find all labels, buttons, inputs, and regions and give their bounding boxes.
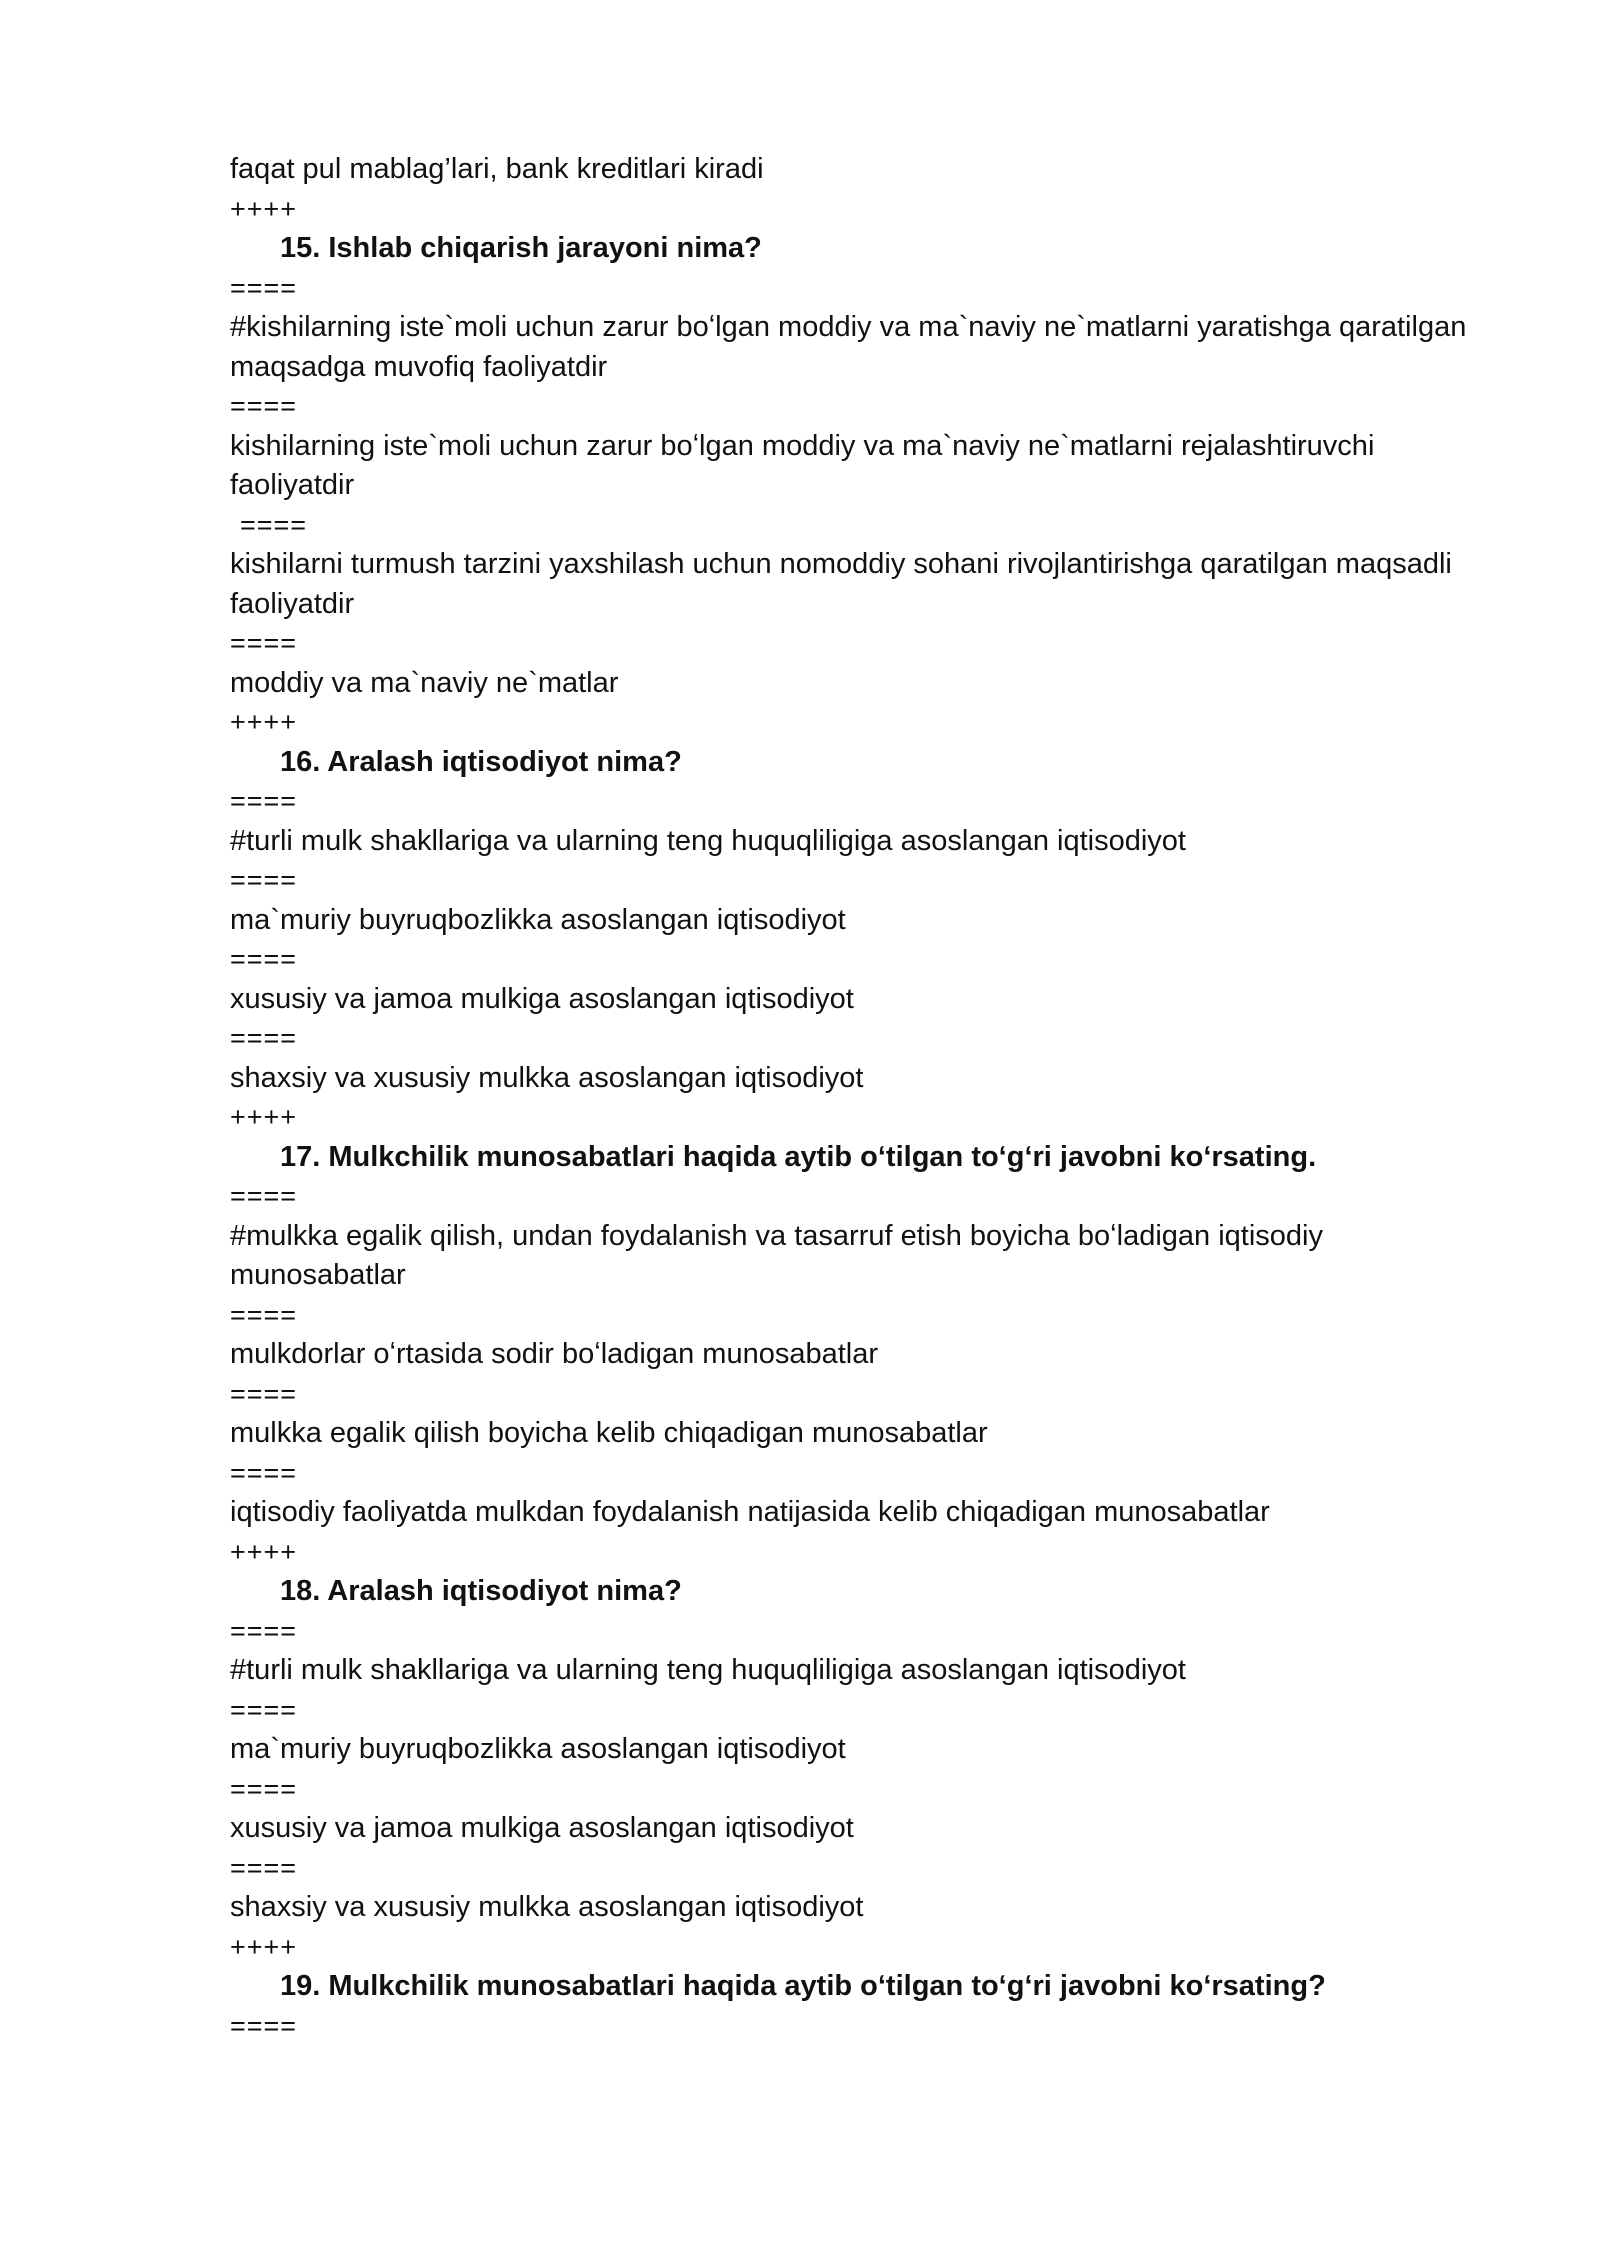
answer-option: kishilarni turmush tarzini yaxshilash uchun nomoddiy sohani rivojlantirishga qaratilgan maqsadli faoliyatdir: [230, 548, 1452, 620]
answer-option-correct: #mulkka egalik qilish, undan foydalanish va tasarruf etish boyicha boʻladigan iqtisodiy munosabatlar: [230, 1219, 1323, 1291]
answer-separator: ====: [230, 1773, 298, 1804]
answer-option: shaxsiy va xususiy mulkka asoslangan iqtisodiyot: [230, 1061, 864, 1094]
answer-separator: ====: [230, 628, 298, 658]
answer-option-correct: #turli mulk shakllariga va ularning teng huquqliligiga asoslangan iqtisodiyot: [230, 824, 1186, 857]
answer-separator: ====: [230, 1457, 298, 1488]
answer-separator: ====: [230, 1023, 298, 1053]
answer-separator: ====: [230, 865, 298, 895]
question-separator: ++++: [230, 1536, 298, 1567]
answer-option-correct: #turli mulk shakllariga va ularning teng huquqliligiga asoslangan iqtisodiyot: [230, 1654, 1186, 1686]
answer-separator: ====: [230, 1181, 298, 1211]
document-body: [230, 150, 1500, 2046]
answer-option: ma`muriy buyruqbozlikka asoslangan iqtisodiyot: [230, 1733, 846, 1765]
answer-separator: ====: [230, 1615, 298, 1646]
question-separator: ++++: [230, 707, 298, 737]
answer-separator: ====: [230, 944, 298, 974]
answer-option: kishilarning iste`moli uchun zarur boʻlgan moddiy va ma`naviy ne`matlarni rejalashtiruvchi faoliyatdir: [230, 429, 1375, 501]
answer-separator: ====: [230, 272, 298, 303]
question-title: 15. Ishlab chiqarish jarayoni nima?: [280, 232, 762, 264]
question-title: 16. Aralash iqtisodiyot nima?: [280, 745, 682, 778]
answer-option: ma`muriy buyruqbozlikka asoslangan iqtisodiyot: [230, 903, 846, 936]
question-title: 19. Mulkchilik munosabatlari haqida aytib oʻtilgan toʻgʻri javobni koʻrsating?: [280, 1970, 1326, 2002]
answer-option: iqtisodiy faoliyatda mulkdan foydalanish natijasida kelib chiqadigan munosabatlar: [230, 1496, 1270, 1528]
answer-separator: ====: [230, 1378, 298, 1409]
answer-separator: ====: [230, 1694, 298, 1725]
answer-separator: ====: [230, 2010, 298, 2041]
answer-option: xususiy va jamoa mulkiga asoslangan iqtisodiyot: [230, 982, 854, 1015]
answer-option: mulkka egalik qilish boyicha kelib chiqadigan munosabatlar: [230, 1417, 988, 1449]
question-title: 18. Aralash iqtisodiyot nima?: [280, 1575, 682, 1607]
answer-separator: ====: [230, 1852, 298, 1883]
answer-separator: ====: [230, 1299, 298, 1330]
answer-separator: ====: [230, 786, 298, 816]
answer-separator: ====: [230, 391, 298, 421]
question-title: 17. Mulkchilik munosabatlari haqida aytib oʻtilgan toʻgʻri javobni koʻrsating.: [280, 1140, 1317, 1173]
answer-option: moddiy va ma`naviy ne`matlar: [230, 666, 619, 699]
answer-separator: ====: [240, 509, 308, 540]
answer-option: mulkdorlar oʻrtasida sodir boʻladigan munosabatlar: [230, 1338, 879, 1370]
question-separator: ++++: [230, 193, 298, 224]
question-separator: ++++: [230, 1931, 298, 1962]
answer-option: xususiy va jamoa mulkiga asoslangan iqtisodiyot: [230, 1812, 854, 1844]
question-separator: ++++: [230, 1102, 298, 1132]
answer-option-correct: #kishilarning iste`moli uchun zarur boʻlgan moddiy va ma`naviy ne`matlarni yaratishga qaratilgan maqsadga muvofiq faoliyatdir: [230, 311, 1467, 383]
answer-option: faqat pul mablag’lari, bank kreditlari kiradi: [230, 153, 764, 185]
answer-option: shaxsiy va xususiy mulkka asoslangan iqtisodiyot: [230, 1891, 864, 1923]
